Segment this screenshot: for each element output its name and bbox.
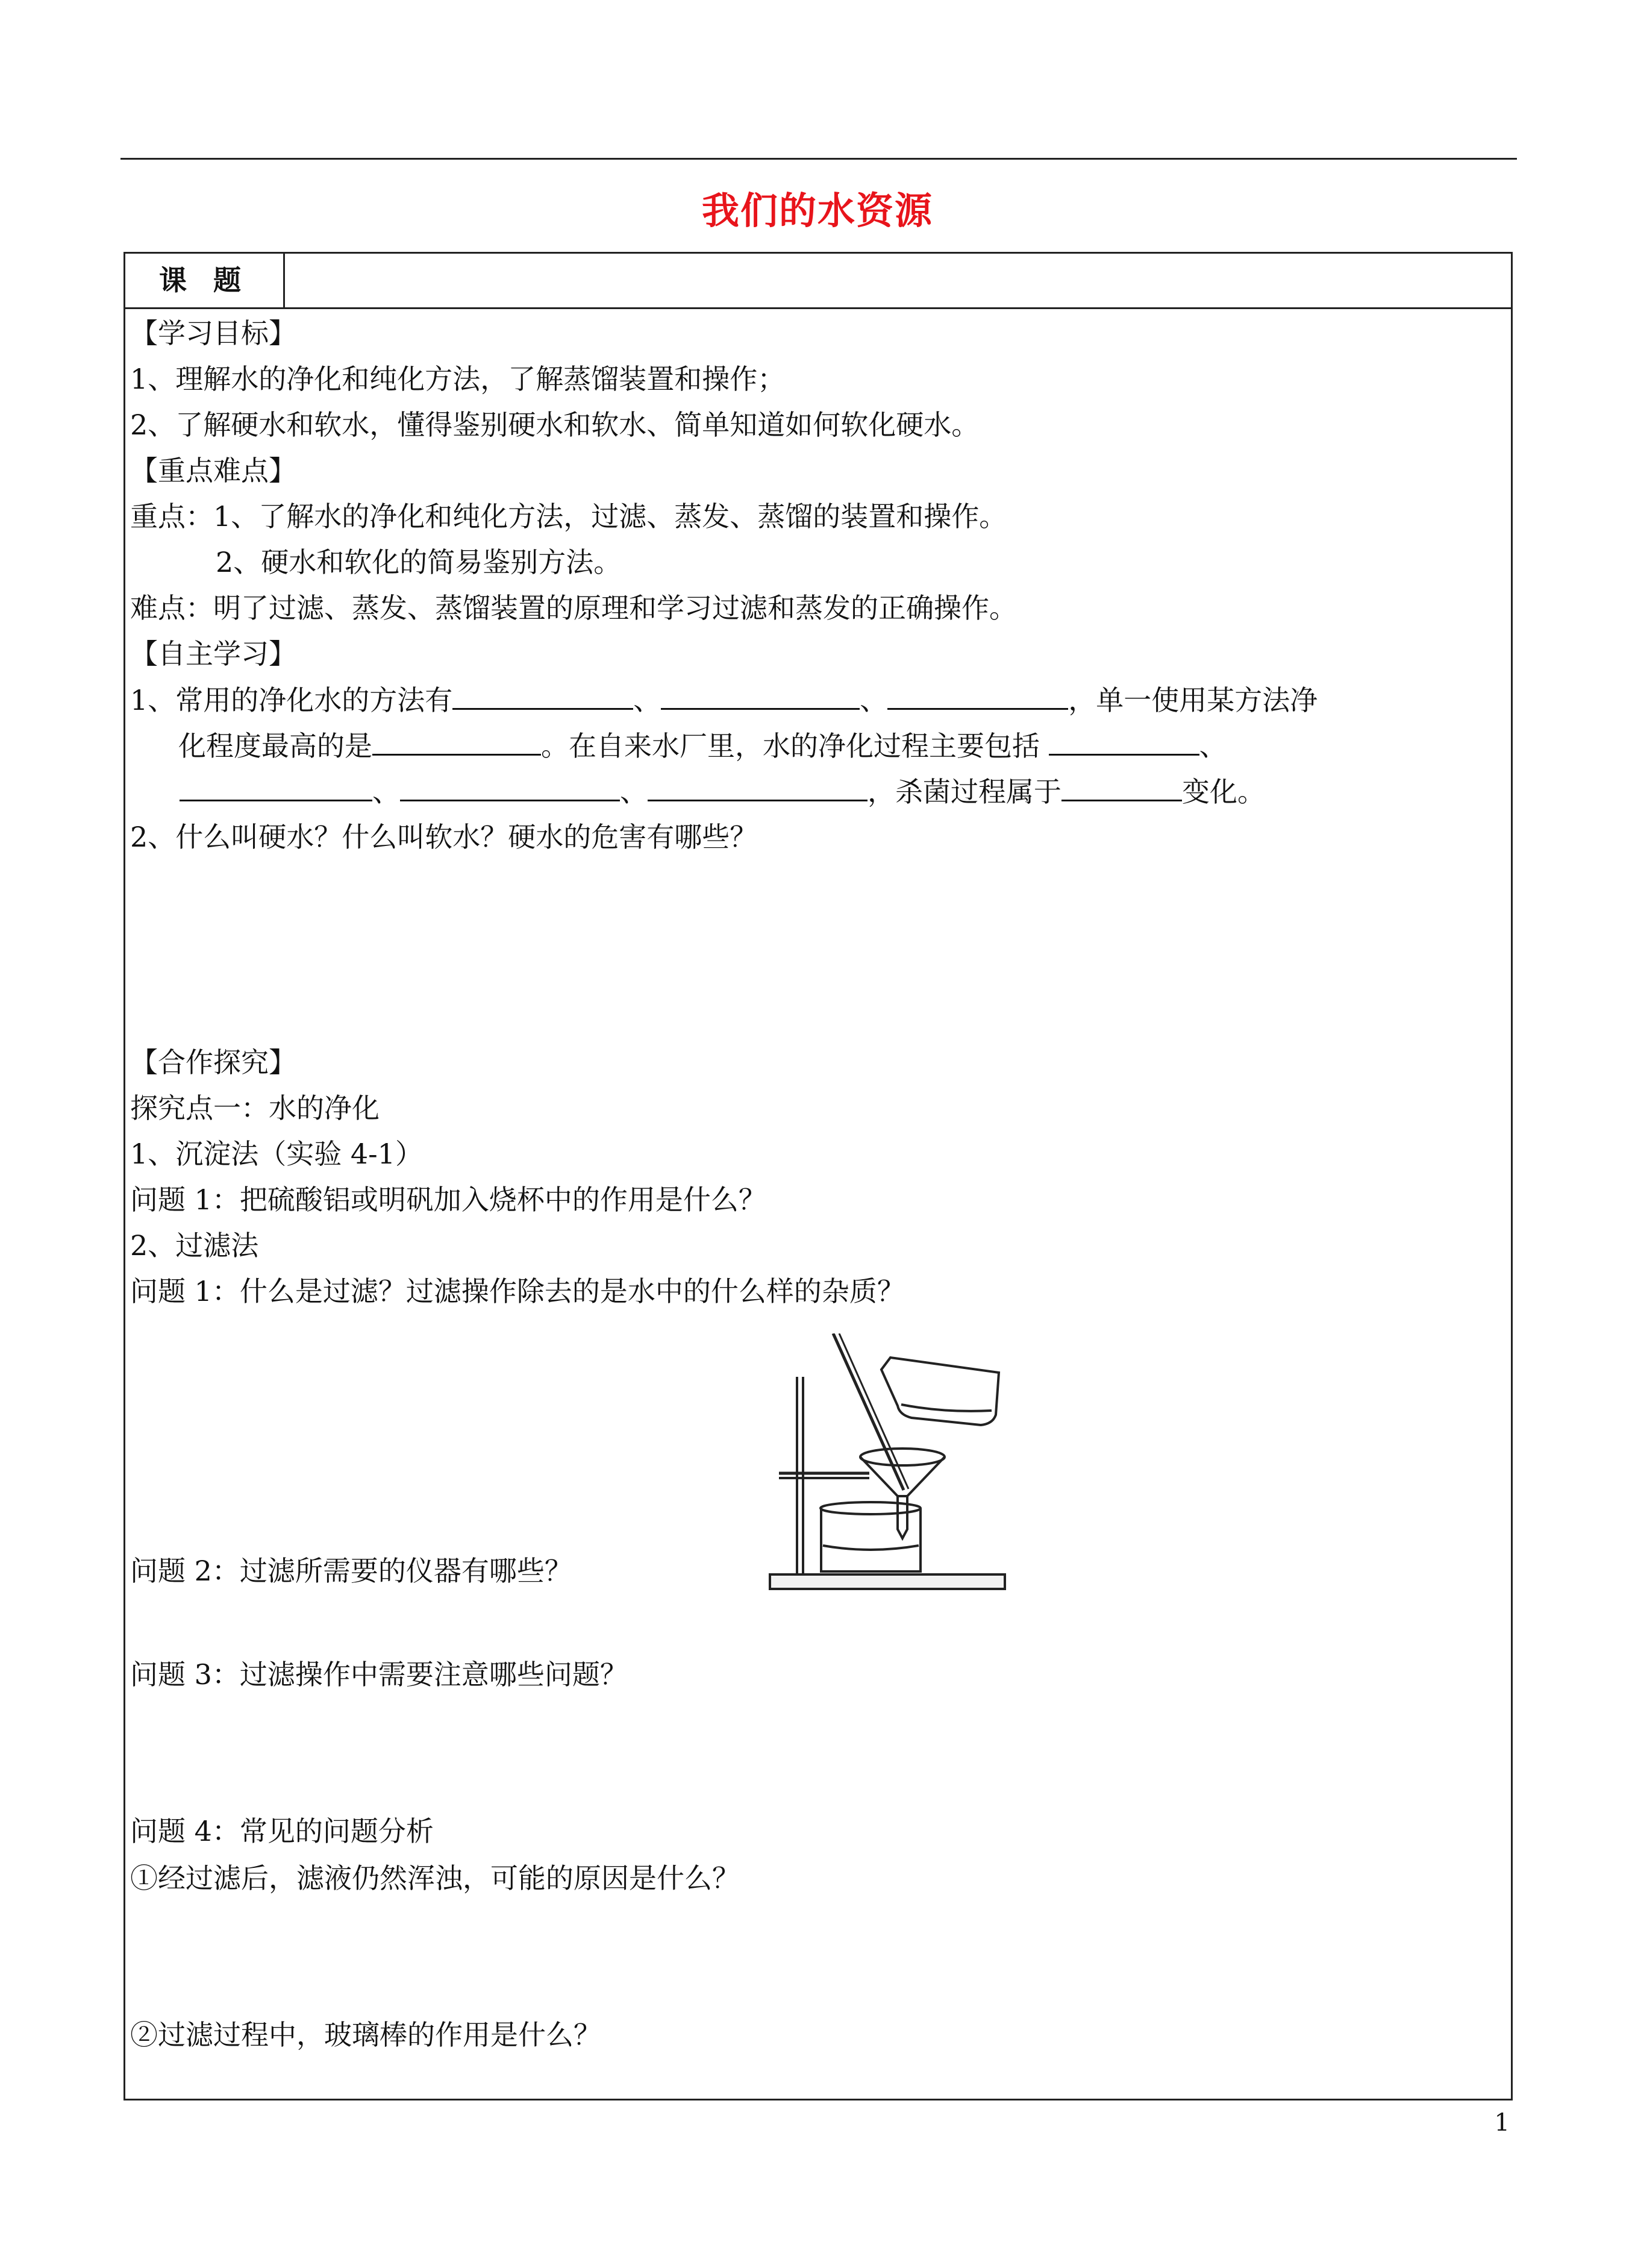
blank-field[interactable] — [400, 773, 620, 801]
q1-text-e: ，杀菌过程属于 — [868, 775, 1061, 808]
filtration-heading: 2、过滤法 — [130, 1229, 259, 1262]
filtration-question-2: 问题 2：过滤所需要的仪器有哪些？ — [130, 1555, 572, 1587]
filtration-question-4-2: ②过滤过程中，玻璃棒的作用是什么？ — [130, 2019, 601, 2051]
question-1-line-1 — [130, 681, 1318, 718]
blank-field[interactable] — [452, 681, 633, 710]
question-1-line-2 — [178, 727, 1227, 764]
difficulty-point: 难点：明了过滤、蒸发、蒸馏装置的原理和学习过滤和蒸发的正确操作。 — [130, 592, 1017, 624]
topic-value-cell[interactable] — [285, 254, 1511, 307]
page-number: 1 — [1494, 2109, 1510, 2137]
separator: 、 — [1199, 730, 1227, 762]
blank-field[interactable] — [648, 773, 868, 801]
separator: 、 — [372, 775, 400, 808]
self-study-heading: 【自主学习】 — [130, 637, 296, 670]
q1-text-d: 。在自来水厂里，水的净化过程主要包括 — [541, 730, 1040, 762]
filtration-apparatus-illustration — [764, 1333, 1017, 1593]
filtration-question-4-1: ①经过滤后，滤液仍然浑浊，可能的原因是什么？ — [130, 1862, 740, 1894]
q1-text-c: 化程度最高的是 — [178, 730, 372, 762]
q1-text-a: 1、常用的净化水的方法有 — [130, 684, 453, 716]
keypoints-heading: 【重点难点】 — [130, 454, 296, 487]
topic-row — [125, 254, 1511, 309]
topic-label: 课 题 — [125, 254, 285, 307]
sedimentation-question-1: 问题 1：把硫酸铝或明矾加入烧杯中的作用是什么？ — [130, 1183, 766, 1216]
blank-field[interactable] — [1061, 773, 1182, 801]
page-title: 我们的水资源 — [701, 189, 933, 233]
objective-2: 2、了解硬水和软水，懂得鉴别硬水和软水、简单知道如何软化硬水。 — [130, 409, 980, 441]
cooperation-heading: 【合作探究】 — [130, 1046, 296, 1079]
blank-field[interactable] — [372, 727, 541, 756]
separator: 、 — [860, 684, 888, 716]
blank-field[interactable] — [887, 681, 1068, 710]
header-rule — [120, 158, 1517, 160]
explore-point-1: 探究点一：水的净化 — [130, 1092, 380, 1124]
filtration-question-3: 问题 3：过滤操作中需要注意哪些问题？ — [130, 1658, 628, 1691]
sedimentation-heading: 1、沉淀法（实验 4-1） — [130, 1138, 423, 1170]
separator: 、 — [620, 775, 648, 808]
blank-field[interactable] — [180, 773, 372, 801]
worksheet-table — [123, 252, 1513, 2100]
blank-field[interactable] — [661, 681, 860, 710]
key-point-2: 2、硬水和软化的简易鉴别方法。 — [216, 546, 622, 578]
separator: 、 — [633, 684, 661, 716]
filtration-question-4: 问题 4：常见的问题分析 — [130, 1815, 434, 1847]
question-2: 2、什么叫硬水？什么叫软水？硬水的危害有哪些？ — [130, 821, 758, 853]
objectives-heading: 【学习目标】 — [130, 317, 296, 349]
key-point-1: 重点：1、了解水的净化和纯化方法，过滤、蒸发、蒸馏的装置和操作。 — [130, 500, 1007, 533]
q1-text-f: 变化。 — [1182, 775, 1265, 808]
q1-text-b: ，单一使用某方法净 — [1068, 684, 1318, 716]
blank-field[interactable] — [1049, 727, 1199, 756]
question-1-line-3 — [180, 773, 1265, 810]
objective-1: 1、理解水的净化和纯化方法，了解蒸馏装置和操作； — [130, 363, 786, 395]
filtration-question-1: 问题 1：什么是过滤？过滤操作除去的是水中的什么样的杂质？ — [130, 1275, 905, 1308]
